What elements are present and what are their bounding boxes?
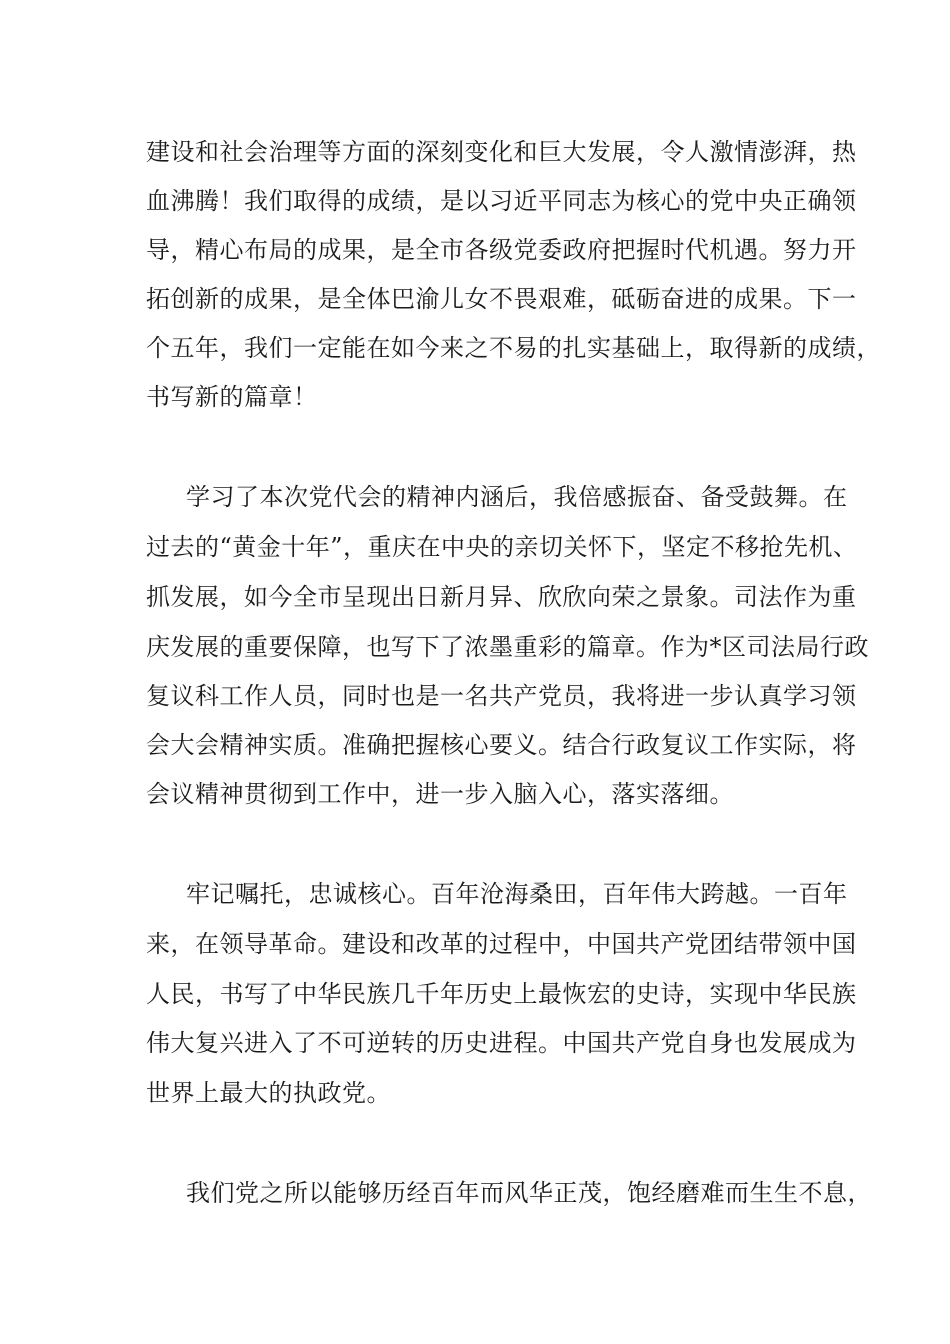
paragraph-2-line-5: 复议科工作人员，同时也是一名共产党员，我将进一步认真学习领 (146, 682, 857, 710)
paragraph-2-line-1: 学习了本次党代会的精神内涵后，我倍感振奋、备受鼓舞。在 (186, 483, 848, 511)
paragraph-2-line-7: 会议精神贯彻到工作中，进一步入脑入心，落实落细。 (146, 780, 734, 808)
paragraph-1-line-3: 导，精心布局的成果，是全市各级党委政府把握时代机遇。努力开 (146, 236, 857, 264)
paragraph-1-line-4: 拓创新的成果，是全体巴渝儿女不畏艰难，砥砺奋进的成果。下一 (146, 285, 857, 313)
paragraph-1-line-1: 建设和社会治理等方面的深刻变化和巨大发展，令人激情澎湃，热 (146, 138, 857, 166)
paragraph-4-line-1: 我们党之所以能够历经百年而风华正茂，饱经磨难而生生不息， (186, 1179, 872, 1207)
paragraph-3-line-2: 来，在领导革命。建设和改革的过程中，中国共产党团结带领中国 (146, 930, 857, 958)
paragraph-3-line-3: 人民，书写了中华民族几千年历史上最恢宏的史诗，实现中华民族 (146, 980, 857, 1008)
paragraph-1-line-2: 血沸腾！我们取得的成绩，是以习近平同志为核心的党中央正确领 (146, 187, 857, 215)
paragraph-3-line-1: 牢记嘱托，忠诚核心。百年沧海桑田，百年伟大跨越。一百年 (186, 880, 848, 908)
paragraph-1-line-6: 书写新的篇章！ (146, 383, 318, 411)
paragraph-2-line-3: 抓发展，如今全市呈现出日新月异、欣欣向荣之景象。司法作为重 (146, 583, 857, 611)
paragraph-1-line-5: 个五年，我们一定能在如今来之不易的扎实基础上，取得新的成绩， (146, 334, 881, 362)
paragraph-2-line-4: 庆发展的重要保障，也写下了浓墨重彩的篇章。作为*区司法局行政 (146, 633, 869, 661)
paragraph-3-line-4: 伟大复兴进入了不可逆转的历史进程。中国共产党自身也发展成为 (146, 1029, 857, 1057)
paragraph-3-line-5: 世界上最大的执政党。 (146, 1079, 391, 1107)
paragraph-2-line-2: 过去的“黄金十年”，重庆在中央的亲切关怀下，坚定不移抢先机、 (146, 533, 858, 561)
paragraph-2-line-6: 会大会精神实质。准确把握核心要义。结合行政复议工作实际，将 (146, 731, 857, 759)
